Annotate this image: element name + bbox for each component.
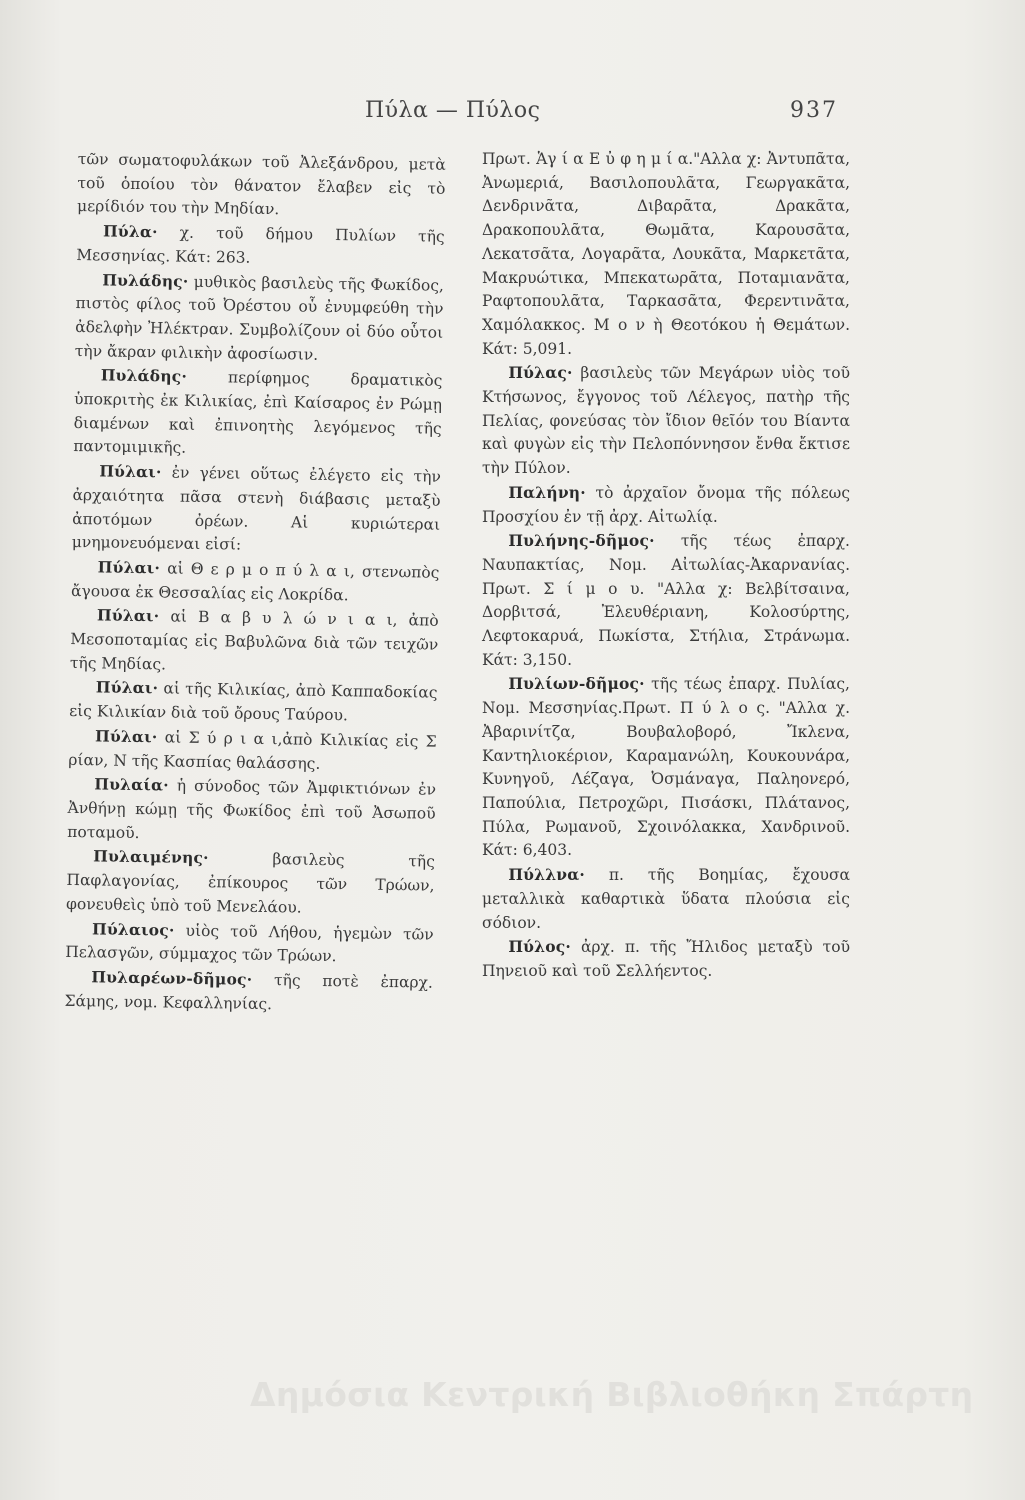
- dictionary-entry: [482, 529, 850, 672]
- entry-headword: Πύλαι·: [97, 557, 161, 578]
- entry-text: π. τῆς Βοημίας, ἔχουσα μεταλλικὰ καθαρτικὰ ὕδατα πλούσια εἰς σόδιον.: [482, 866, 850, 932]
- entry-headword: Πυλάδης·: [102, 269, 189, 291]
- left-column: [64, 148, 446, 1019]
- dictionary-entry: [482, 481, 850, 529]
- entry-text: τὸ ἀρχαῖον ὄνομα τῆς πόλεως Προσχίου ἐν τῇ ἀρχ. Αἰτωλίᾳ.: [482, 483, 850, 526]
- dictionary-entry: [482, 361, 850, 481]
- entry-text: τῆς τέως ἐπαρχ. Πυλίας, Νομ. Μεσσηνίας.Πρωτ. Π ύ λ ο ς. "Αλλα χ. Ἀβαρινίτζα, Βουβαλοβορό, Ἴκλενα, Καντηλιοκέριον, Καραμανώλη, Κουκουνάρα, Κυνηγοῦ, Λέζαγα, Ὀσμάναγα, Παληονερό, Παπούλια, Πετροχῶρι, Πισάσκι, Πλάτανος, Πύλα, Ρωμανοῦ, Σχοινόλακκα, Χανδρινοῦ. Κάτ: 6,403.: [482, 675, 850, 860]
- library-watermark: Δημόσια Κεντρική Βιβλιοθήκη Σπάρτη: [250, 1375, 974, 1414]
- right-column: [482, 148, 850, 984]
- page-header-title: Πύλα — Πύλος: [365, 98, 541, 123]
- entry-headword: Πύλλνα·: [508, 865, 585, 885]
- dictionary-entry: [76, 219, 445, 273]
- dictionary-entry: [70, 603, 439, 681]
- entry-headword: Πυλάδης·: [100, 365, 188, 387]
- dictionary-entry: [482, 863, 850, 935]
- entry-text: αἱ τῆς Κιλικίας, ἀπὸ Καππαδοκίας εἰς Κιλικίαν διὰ τοῦ ὄρους Ταύρου.: [69, 679, 438, 725]
- dictionary-entry: [69, 675, 438, 729]
- entry-text: αἱ Β α β υ λ ώ ν ι α ι, ἀπὸ Μεσοποταμίας εἰς Βαβυλῶνα διὰ τῶν τειχῶν τῆς Μηδίας.: [69, 607, 439, 674]
- entry-text: Πρωτ. Ἁγ ί α Ε ὐ φ η μ ί α."Αλλα χ: Ἀντυπᾶτα, Ἀνωμεριά, Βασιλοπουλᾶτα, Γεωργακᾶτα, Δενδρινᾶτα, Διβαρᾶτα, Δρακᾶτα, Δρακοπουλᾶτα, Θωμᾶτα, Καρουσᾶτα, Λεκατσᾶτα, Λογαρᾶτα, Λουκᾶτα, Μαρκετᾶτα, Μακρυώτικα, Μπεκατωρᾶτα, Ποταμιανᾶτα, Ραφτοπουλᾶτα, Ταρκασᾶτα, Φερεντινᾶτα, Χαμόλακκος. Μ ο ν ὴ Θεοτόκου ἡ Θεμάτων. Κάτ: 5,091.: [482, 150, 850, 358]
- entry-headword: Πύλαι·: [96, 605, 160, 626]
- entry-headword: Πύλαι·: [95, 677, 159, 698]
- dictionary-entry: [75, 268, 444, 370]
- page-number: 937: [790, 98, 838, 123]
- dictionary-entry: [73, 363, 442, 465]
- entry-text: ἀρχ. π. τῆς Ἤλιδος μεταξὺ τοῦ Πηνειοῦ καὶ τοῦ Σελλήεντος.: [482, 938, 850, 980]
- running-head: [0, 98, 1025, 128]
- entry-text: τῶν σωματοφυλάκων τοῦ Ἀλεξάνδρου, μετὰ τοῦ ὁποίου τὸν θάνατον ἔλαβεν εἰς τὸ μερίδιόν του τὴν Μηδίαν.: [76, 149, 446, 219]
- dictionary-entry: [482, 935, 850, 983]
- dictionary-entry: [482, 148, 850, 361]
- entry-headword: Πυλήνης-δῆμος·: [508, 531, 655, 551]
- dictionary-entry: [66, 844, 435, 922]
- entry-text: τῆς ποτὲ ἐπαρχ. Σάμης, νομ. Κεφαλληνίας.: [64, 971, 434, 1013]
- entry-headword: Πύλαι·: [94, 726, 158, 747]
- entry-text: τῆς τέως ἐπαρχ. Ναυπακτίας, Νομ. Αἰτωλίας-Ἀκαρνανίας. Πρωτ. Σ ί μ ο υ. "Αλλα χ: Βελβίτσαινα, Δορβιτσά, Ἐλευθέριανη, Κολοσύρτης, Λεφτοκαρυά, Πωκίστα, Στήλια, Στράνωμα. Κάτ: 3,150.: [482, 532, 850, 669]
- entry-headword: Πύλος·: [508, 937, 571, 957]
- entry-headword: Παλήνη·: [508, 482, 586, 502]
- dictionary-entry: [72, 459, 441, 561]
- entry-text: αἱ Σ ύ ρ ι α ι,ἀπὸ Κιλικίας εἰς Σ ρίαν, Ν τῆς Κασπίας θαλάσσης.: [68, 728, 437, 773]
- entry-headword: Πυλαία·: [94, 774, 169, 795]
- entry-text: μυθικὸς βασιλεὺς τῆς Φωκίδος, πιστὸς φίλος τοῦ Ὀρέστου οὗ ἐνυμφεύθη τὴν ἀδελφὴν Ἠλέκτραν. Συμβολίζουν οἱ δύο οὗτοι τὴν ἄκραν φιλικὴν ἀφοσίωσιν.: [74, 272, 445, 364]
- entry-headword: Πυλίων-δῆμος·: [508, 674, 645, 694]
- entry-text: υἱὸς τοῦ Λήθου, ἡγεμὼν τῶν Πελασγῶν, σύμμαχος τῶν Τρώων.: [65, 921, 434, 966]
- entry-headword: Πύλαιος·: [91, 918, 175, 940]
- dictionary-entry: [68, 724, 437, 778]
- entry-text: χ. τοῦ δήμου Πυλίων τῆς Μεσσηνίας. Κάτ: 263.: [76, 223, 445, 267]
- dictionary-entry: [482, 672, 850, 863]
- dictionary-entry: [67, 772, 436, 850]
- entry-text: ἐν γένει οὕτως ἐλέγετο εἰς τὴν ἀρχαιότητα πᾶσα στενὴ διάβασις μεταξὺ ἀποτόμων ὀρέων. Αἱ κυριώτεραι μνημονευόμεναι εἰσί:: [71, 463, 442, 554]
- entry-text: αἱ Θ ε ρ μ ο π ύ λ α ι, στενωπὸς ἄγουσα ἐκ Θεσσαλίας εἰς Λοκρίδα.: [70, 559, 440, 604]
- dictionary-entry: [64, 965, 433, 1019]
- entry-headword: Πυλαιμένης·: [93, 846, 209, 868]
- entry-text: βασιλεὺς τῆς Παφλαγονίας, ἐπίκουρος τῶν Τρώων, φονευθεὶς ὑπὸ τοῦ Μενελάου.: [65, 850, 435, 917]
- dictionary-entry: [71, 555, 440, 609]
- entry-headword: Πύλα·: [102, 221, 158, 242]
- entry-headword: Πύλας·: [508, 363, 573, 383]
- dictionary-entry: [77, 148, 446, 225]
- entry-text: βασιλεὺς τῶν Μεγάρων υἱὸς τοῦ Κτήσωνος, ἔγγονος τοῦ Λέλεγος, πατὴρ τῆς Πελίας, φονεύσας τὸν ἴδιον θεῖόν του Βίαντα καὶ φυγὼν εἰς τὴν Πελοπόννησον ἔνθα ἔκτισε τὴν Πύλον.: [482, 364, 850, 478]
- entry-text: περίφημος δραματικὸς ὑποκριτὴς ἐκ Κιλικίας, ἐπὶ Καίσαρος ἐν Ρώμῃ διαμένων καὶ ἐπινοητὴς λεγόμενος τῆς παντομιμικῆς.: [73, 368, 443, 458]
- entry-headword: Πύλαι·: [99, 461, 162, 482]
- dictionary-entry: [65, 916, 434, 970]
- entry-text: ἡ σύνοδος τῶν Ἀμφικτιόνων ἐν Ἀνθήνῃ κώμῃ τῆς Φωκίδος ἐπὶ τοῦ Ἀσωποῦ ποταμοῦ.: [67, 776, 437, 842]
- entry-headword: Πυλαρέων-δῆμος·: [91, 967, 253, 989]
